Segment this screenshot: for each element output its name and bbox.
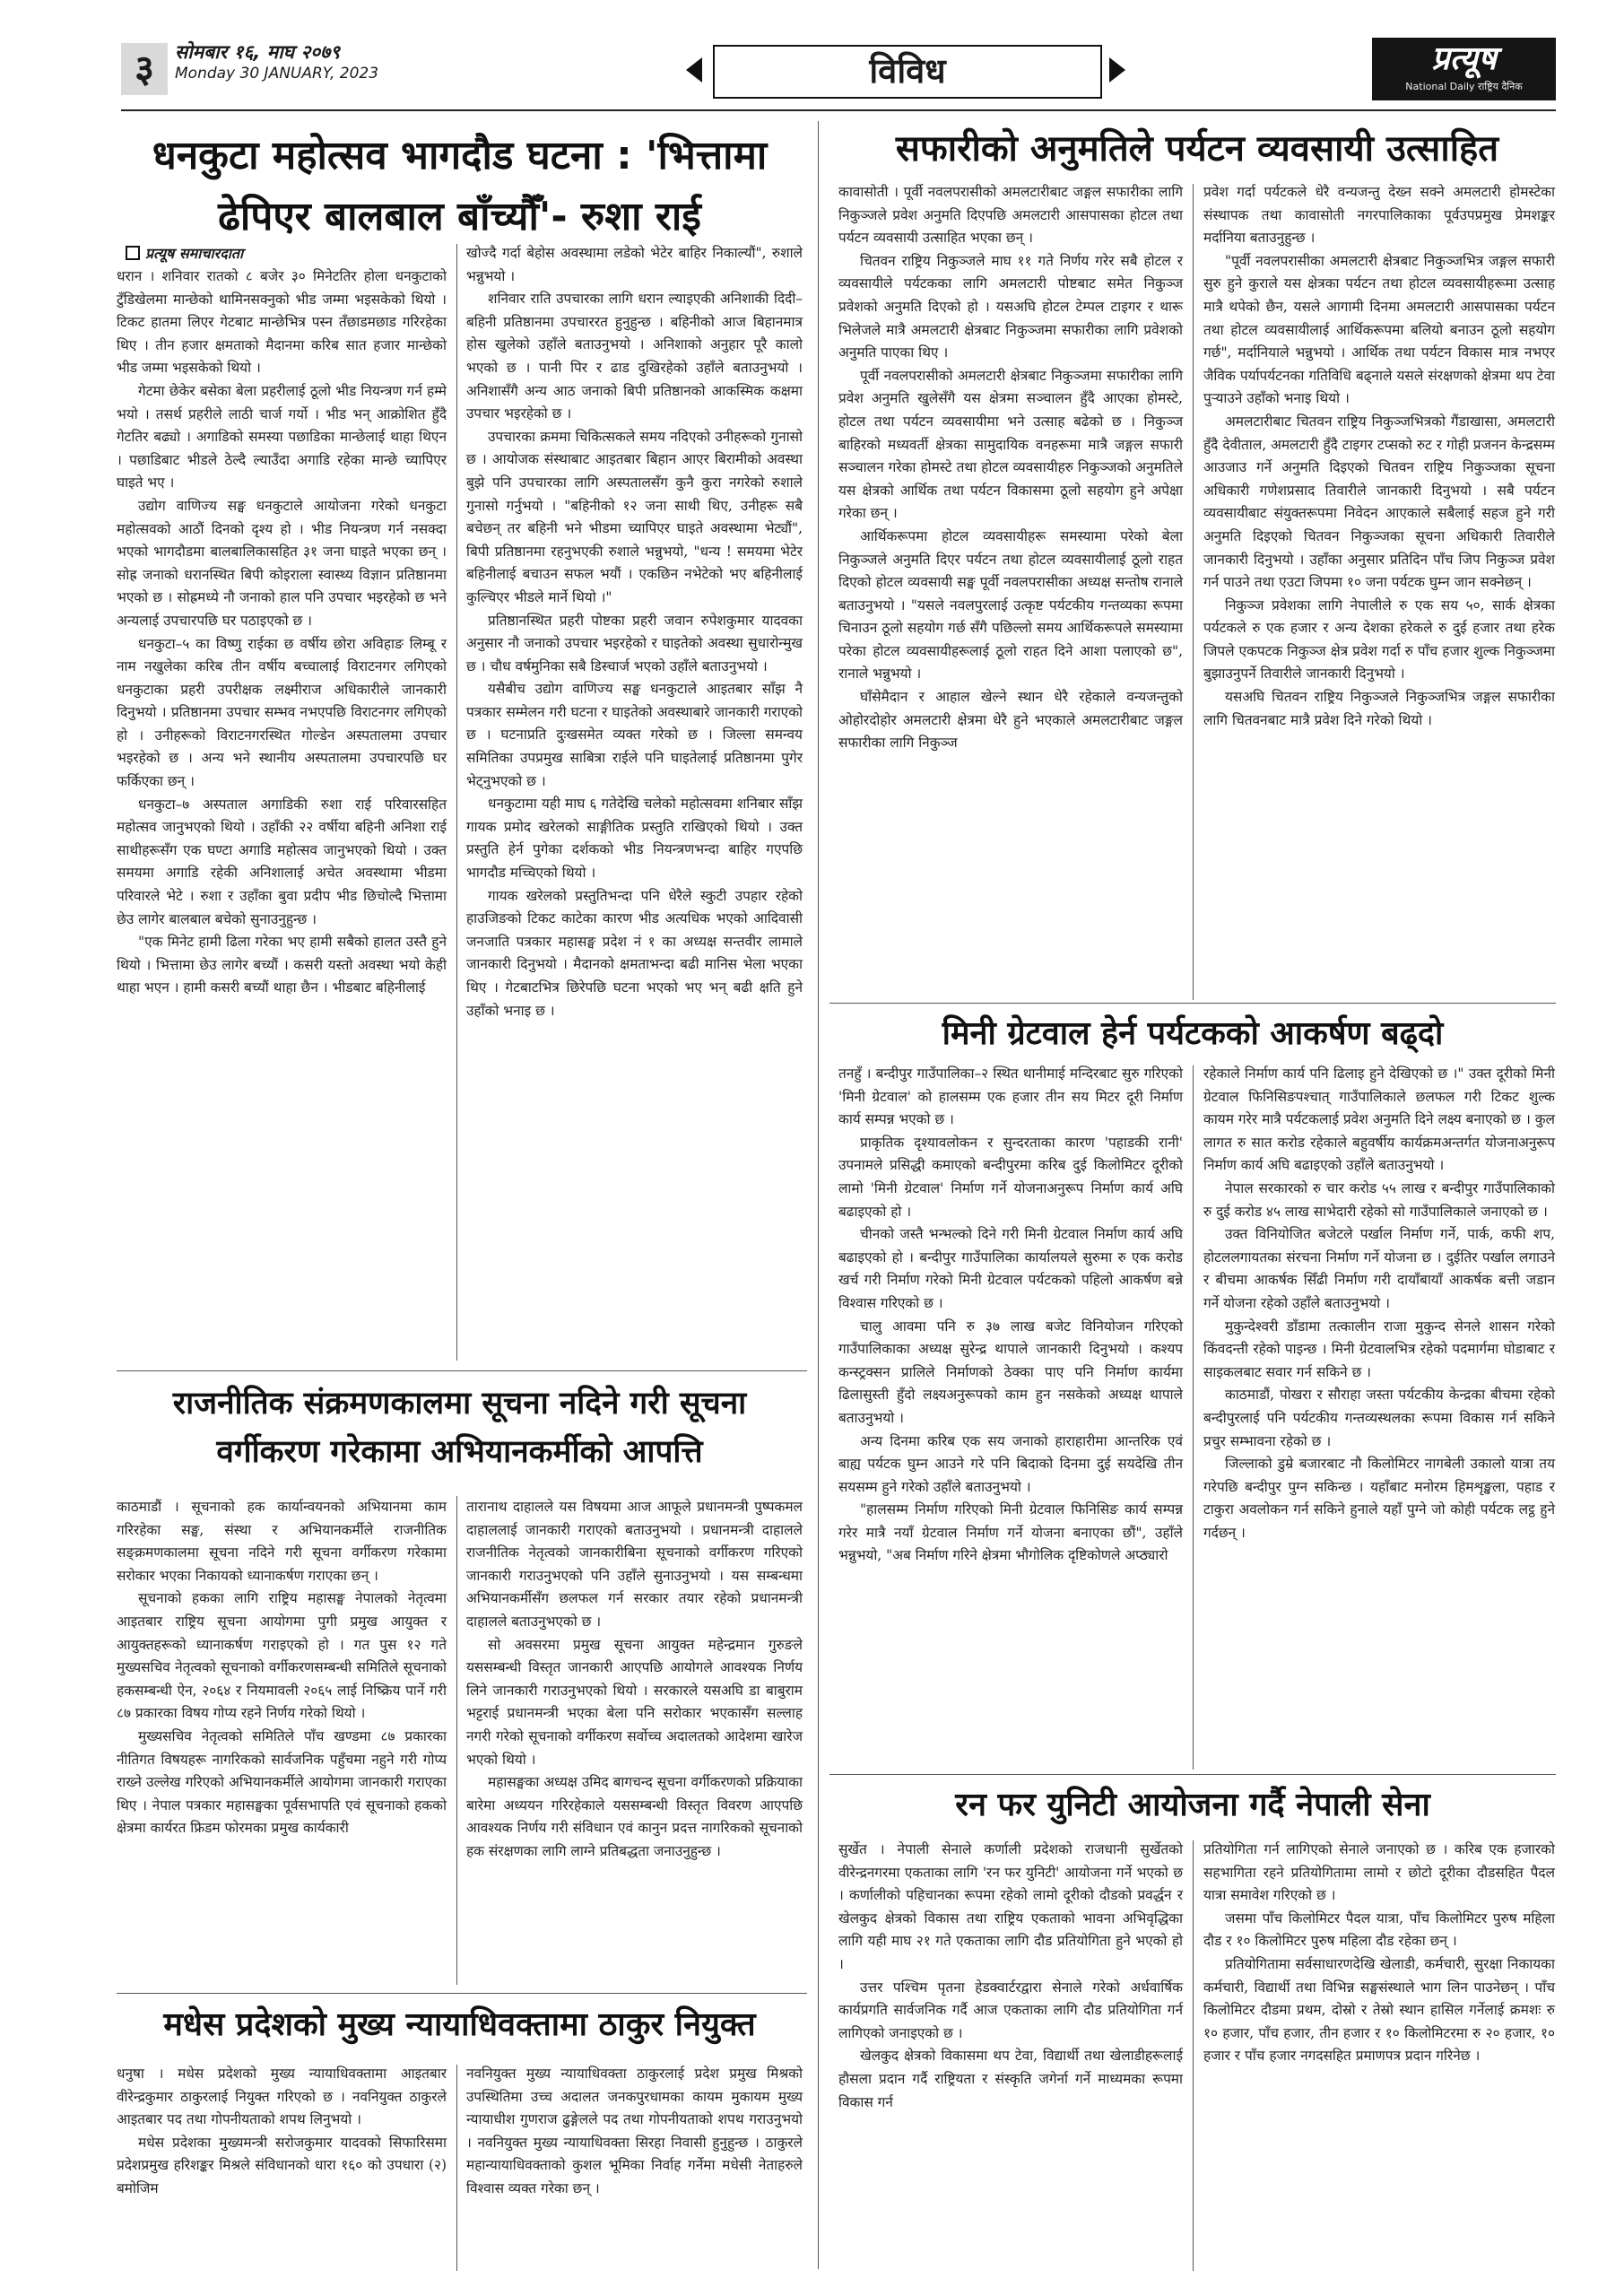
unity-column-2 — [1203, 1839, 1555, 2068]
paragraph: यसअघि चितवन राष्ट्रिय निकुञ्जले निकुञ्जभित्र जङ्गल सफारीका लागि चितवनबाट मात्रै प्रवेश दिने गरेको थियो । — [1203, 689, 1555, 728]
paragraph: सो अवसरमा प्रमुख सूचना आयुक्त महेन्द्रमान गुरुङले यससम्बन्धी विस्तृत जानकारी आएपछि आयोगले आवश्यक निर्णय लिने जानकारी गराउनुभएको थियो । सरकारले यसअघि डा बाबुराम भट्टराई प्रधानमन्त्री भएका बेला पनि सरोकार भएकासँग सल्लाह नगरी गरेको सूचनाको वर्गीकरण सर्वोच्च अदालतको आदेशमा खारेज भएको थियो । — [466, 1636, 803, 1768]
rti-column-1 — [117, 1496, 447, 1840]
paragraph: नवनियुक्त मुख्य न्यायाधिवक्ता ठाकुरलाई प्रदेश प्रमुख मिश्रको उपस्थितिमा उच्च अदालत जनकपुरधामका कायम मुकायम मुख्य न्यायाधीश गुणराज ढुङ्गेलले पद तथा गोपनीयताको शपथ गराउनुभयो । नवनियुक्त मुख्य न्यायाधिवक्ता सिरहा निवासी हुनुहुन्छ । ठाकुरले महान्यायाधिवक्ताको कुशल भूमिका निर्वाह गर्नेमा मधेसी नेताहरुले विश्वास व्यक्त गरेका छन् । — [466, 2066, 803, 2196]
byline — [126, 243, 243, 263]
paragraph: "एक मिनेट हामी ढिला गरेका भए हामी सबैको हालत उस्तै हुने थियो । भित्तामा छेउ लागेर बच्यौं । कसरी यस्तो अवस्था भयो केही थाहा भएन । हामी कसरी बच्यौं थाहा छैन । भीडबाट बहिनीलाई — [117, 934, 447, 996]
headline-dhankuta: धनकुटा महोत्सव भागदौड घटना : 'भित्तामा ढेपिएर बालबाल बाँच्यौँ'- रुशा राई — [152, 133, 768, 240]
paragraph: चीनको जस्तै भन्भल्को दिने गरी मिनी ग्रेटवाल निर्माण कार्य अघि बढाइएको हो । बन्दीपुर गाउँपालिका कार्यालयले सुरुमा रु एक करोड खर्च गरी निर्माण गरेको मिनी ग्रेटवाल पर्यटकको पहिलो आकर्षण बन्ने विश्वास गरिएको छ । — [838, 1226, 1183, 1311]
paragraph: खेलकुद क्षेत्रको विकासमा थप टेवा, विद्यार्थी तथा खेलाडीहरूलाई हौसला प्रदान गर्दै राष्ट्रियता र संस्कृति जगेर्ना गर्ने माध्यमका रूपमा विकास गर्न — [838, 2048, 1183, 2110]
paragraph: चालु आवमा पनि रु ३७ लाख बजेट विनियोजन गरिएको गाउँपालिकाका अध्यक्ष सुरेन्द्र थापाले जानकारी दिनुभयो । कश्यप कन्स्ट्रक्सन प्रालिले निर्माणको ठेक्का पाए पनि निर्माण कार्यमा ढिलासुस्ती हुँदो लक्ष्यअनुरूपको काम हुन नसकेको अध्यक्ष थापाले बताउनुभयो । — [838, 1318, 1183, 1426]
paragraph: प्रतियोगिता गर्न लागिएको सेनाले जनाएको छ । करिब एक हजारको सहभागिता रहने प्रतियोगितामा लामो र छोटो दूरीका दौडसहित पैदल यात्रा समावेश गरिएको छ । — [1203, 1841, 1555, 1904]
dhankuta-column-2 — [466, 242, 803, 1022]
date-english: Monday 30 JANUARY, 2023 — [175, 65, 379, 83]
paragraph: तारानाथ दाहालले यस विषयमा आज आफूले प्रधानमन्त्री पुष्पकमल दाहाललाई जानकारी गराएको बताउनुभयो । प्रधानमन्त्री दाहालले राजनीतिक नेतृत्वको जानकारीबिना सूचनाको वर्गीकरण गरिएको जानकारी गराउनुभएको पनि उहाँले सुनाउनुभयो । यस सम्बन्धमा अभियानकर्मीसँग छलफल गर्न सरकार तयार रहेको प्रधानमन्त्री दाहालले बताउनुभएको छ । — [466, 1499, 803, 1630]
arrow-right-icon — [1109, 57, 1125, 83]
logo-tagline: National Daily राष्ट्रिय दैनिक — [1405, 81, 1523, 92]
paragraph: गेटमा छेकेर बसेका बेला प्रहरीलाई ठूलो भीड नियन्त्रण गर्न हम्मे भयो । तसर्थ प्रहरीले लाठी चार्ज गर्यो । भीड भन् आक्रोशित हुँदै गेटतिर बढ्यो । अगाडिको समस्या पछाडिका मान्छेलाई थाहा थिएन । पछाडिबाट भीडले ठेल्दै ल्याउँदा अगाडि रहेका मान्छे च्यापिएर घाइते भए । — [117, 382, 447, 491]
paragraph: आर्थिकरूपमा होटल व्यवसायीहरू समस्यामा परेको बेला निकुञ्जले अनुमति दिएर पर्यटन तथा होटल व्यवसायीलाई ठूलो राहत दिएको होटल व्यवसायी सङ्घ पूर्वी नवलपरासीका अध्यक्ष सन्तोष रानाले बताउनुभयो । "यसले नवलपुरलाई उत्कृष्ट पर्यटकीय गन्तव्यका रूपमा चिनाउन ठूलो सहयोग गर्छ सँगै पछिल्लो समय आर्थिकरूपले समस्यामा परेका होटल व्यवसायीहरूलाई ठूलो राहत दिने आशा पलाएको छ", रानाले भन्नुभयो । — [838, 527, 1183, 683]
safari-column-2 — [1203, 181, 1555, 732]
headline-madhesh-advocate: मधेस प्रदेशको मुख्य न्यायाधिवक्तामा ठाकुर नियुक्त — [163, 2006, 756, 2043]
unity-column-1 — [838, 1839, 1183, 2114]
masthead — [121, 38, 1556, 108]
column-divider — [1193, 1065, 1194, 1770]
column-divider — [1193, 184, 1194, 1000]
dhankuta-column-1 — [117, 265, 447, 1000]
section-divider — [117, 1993, 807, 1994]
paragraph: गायक खरेलको प्रस्तुतिभन्दा पनि धेरैले स्कुटी उपहार रहेको हाउजिङको टिकट काटेका कारण भीड अत्यधिक भएको आदिवासी जनजाति पत्रकार महासङ्घ प्रदेश नं १ का अध्यक्ष सन्तवीर लामाले जानकारी दिनुभयो । मैदानको क्षमताभन्दा बढी मानिस भेला भएका थिए । गेटबाटभित्र छिरेपछि घटना भएको भए भन् बढी क्षति हुने उहाँको भनाइ छ । — [466, 887, 803, 1019]
paragraph: "हालसम्म निर्माण गरिएको मिनी ग्रेटवाल फिनिसिङ कार्य सम्पन्न गरेर मात्रै नयाँ ग्रेटवाल निर्माण गर्ने योजना बनाएका छौं", उहाँले भन्नुभयो, "अब निर्माण गरिने क्षेत्रमा भौगोलिक दृष्टिकोणले अप्ठ्यारो — [838, 1501, 1183, 1564]
paragraph: पूर्वी नवलपरासीको अमलटारी क्षेत्रबाट निकुञ्जमा सफारीका लागि प्रवेश अनुमति खुलेसँगै यस क्षेत्रमा सञ्चालन हुँदै आएका होमस्टे, होटल तथा पर्यटन व्यवसायीमा भने उत्साह बढेको छ । निकुञ्ज बाहिरको मध्यवर्ती क्षेत्रका सामुदायिक वनहरूमा मात्रै जङ्गल सफारी सञ्चालन गरेका होमस्टे तथा होटल व्यवसायीहरु निकुञ्जको अनुमतिले यस क्षेत्रको आर्थिक तथा पर्यटन विकासमा ठूलो सहयोग हुने अपेक्षा गरेका छन् । — [838, 367, 1183, 522]
arrow-left-icon — [686, 57, 702, 83]
paragraph: उत्तर पश्चिम पृतना हेडक्वार्टरद्वारा सेनाले गरेको अर्धवार्षिक कार्यप्रगति सार्वजनिक गर्दै आज एकताका लागि दौड प्रतियोगिता गर्न लागिएको जनाइएको छ । — [838, 1979, 1183, 2041]
page-divider — [818, 121, 819, 2269]
paragraph: काठमाडौं, पोखरा र सौराहा जस्ता पर्यटकीय केन्द्रका बीचमा रहेको बन्दीपुरलाई पनि पर्यटकीय गन्तव्यस्थलका रूपमा विकास गर्न सकिने प्रचुर सम्भावना रहेको छ । — [1203, 1387, 1555, 1449]
column-divider — [456, 2065, 457, 2271]
date-nepali: सोमबार १६, माघ २०७९ — [175, 41, 341, 63]
paragraph: सूचनाको हकका लागि राष्ट्रिय महासङ्घ नेपालको नेतृत्वमा आइतबार राष्ट्रिय सूचना आयोगमा पुगी प्रमुख आयुक्त र आयुक्तहरूको ध्यानाकर्षण गराइएको हो । गत पुस १२ गते मुख्यसचिव नेतृत्वको सूचनाको वर्गीकरणसम्बन्धी समितिले सूचनाको हकसम्बन्धी ऐन, २०६४ र नियमावली २०६५ लाई निष्क्रिय पार्ने गरी ८७ प्रकारका विषय गोप्य रहने निर्णय गरेको थियो । — [117, 1590, 447, 1722]
column-divider — [456, 244, 457, 1361]
madhesh-column-2 — [466, 2063, 803, 2201]
paragraph: तनहुँ । बन्दीपुर गाउँपालिका–२ स्थित थानीमाई मन्दिरबाट सुरु गरिएको 'मिनी ग्रेटवाल' को हालसम्म एक हजार तीन सय मिटर दूरी निर्माण कार्य सम्पन्न भएको छ । — [838, 1065, 1183, 1128]
section-title: विविध — [713, 45, 1102, 99]
byline-text: प्रत्यूष समाचारदाता — [145, 245, 244, 262]
paragraph: मुख्यसचिव नेतृत्वको समितिले पाँच खण्डमा ८७ प्रकारका नीतिगत विषयहरू नागरिकको सार्वजनिक पहुँचमा नहुने गरी गोप्य राख्ने उल्लेख गरिएको अभियानकर्मीले आयोगमा जानकारी गराएका थिए । नेपाल पत्रकार महासङ्घका पूर्वसभापति एवं सूचनाको हकको क्षेत्रमा कार्यरत फ्रिडम फोरमका प्रमुख कार्यकारी — [117, 1727, 447, 1837]
paragraph: यसैबीच उद्योग वाणिज्य सङ्घ धनकुटाले आइतबार साँझ नै पत्रकार सम्मेलन गरी घटना र घाइतेको अवस्थाबारे जानकारी गराएको छ । घटनाप्रति दुःखसमेत व्यक्त गरेको छ । जिल्ला समन्वय समितिका उपप्रमुख साबित्रा राईले पनि घाइतेलाई प्रतिष्ठानमा पुगेर भेट्नुभएको छ । — [466, 681, 803, 789]
paragraph: धनुषा । मधेस प्रदेशको मुख्य न्यायाधिवक्तामा आइतबार वीरेन्द्रकुमार ठाकुरलाई नियुक्त गरिएको छ । नवनियुक्त ठाकुरले आइतबार पद तथा गोपनीयताको शपथ लिनुभयो । — [117, 2066, 447, 2128]
paragraph: सुर्खेत । नेपाली सेनाले कर्णाली प्रदेशको राजधानी सुर्खेतको वीरेन्द्रनगरमा एकताका लागि 'रन फर युनिटी' आयोजना गर्ने भएको छ । कर्णालीको पहिचानका रूपमा रहेको लामो दूरीको दौडको प्रवर्द्धन र खेलकुद क्षेत्रको विकास तथा राष्ट्रिय एकताको भावना अभिवृद्धिका लागि यही माघ २१ गते एकताका लागि दौड प्रतियोगिता हुने भएको हो । — [838, 1841, 1183, 1972]
paragraph: शनिवार राति उपचारका लागि धरान ल्याइएकी अनिशाकी दिदी–बहिनी प्रतिष्ठानमा उपचाररत हुनुहुन्छ । बहिनीको आज बिहानमात्र होस खुलेको उहाँले बताउनुभयो । अनिशाको अनुहार पूरै कालो भएको छ । पानी पिर र ढाड दुखिरहेको उहाँले बताउनुभयो । अनिशासँगै अन्य आठ जनाको बिपी प्रतिष्ठानको आकस्मिक कक्षमा उपचार भइरहेको छ । — [466, 291, 803, 422]
paragraph: जिल्लाको डुम्रे बजारबाट नौ किलोमिटर नागबेली उकालो यात्रा तय गरेपछि बन्दीपुर पुग्न सकिन्छ । यहाँबाट मनोरम हिमशृङ्खला, पहाड र टाकुरा अवलोकन गर्न सकिने हुनाले यहाँ पुग्ने जो कोही पर्यटक लट्ठ हुने गर्दछन् । — [1203, 1456, 1555, 1541]
section-divider — [117, 1370, 807, 1371]
madhesh-column-1 — [117, 2063, 447, 2201]
headline-mini-great-wall: मिनी ग्रेटवाल हेर्न पर्यटकको आकर्षण बढ्दो — [942, 1015, 1444, 1052]
paragraph: निकुञ्ज प्रवेशका लागि नेपालीले रु एक सय ५०, सार्क क्षेत्रका पर्यटकले रु एक हजार र अन्य देशका हरेकले रु दुई हजार तथा हरेक जिपले एकपटक निकुञ्ज क्षेत्र प्रवेश गर्दा रु पाँच हजार शुल्क निकुञ्जमा बुझाउनुपर्ने तिवारीले जानकारी दिनुभयो । — [1203, 596, 1555, 683]
paragraph: उक्त विनियोजित बजेटले पर्खाल निर्माण गर्ने, पार्क, कफी शप, होटललगायतका संरचना निर्माण गर्ने योजना छ । दुईतिर पर्खाल लगाउने र बीचमा आकर्षक सिँढी निर्माण गरी दायाँबायाँ आकर्षक बत्ती जडान गर्ने योजना रहेको उहाँले बताउनुभयो । — [1203, 1226, 1555, 1311]
column-divider — [456, 1496, 457, 1985]
paragraph: प्राकृतिक दृश्यावलोकन र सुन्दरताका कारण 'पहाडकी रानी' उपनामले प्रसिद्धी कमाएको बन्दीपुरमा करिब दुई किलोमिटर दूरीको लामो 'मिनी ग्रेटवाल' निर्माण गर्ने योजनाअनुरूप निर्माण कार्य अघि बढाइएको हो । — [838, 1134, 1183, 1220]
paragraph: "पूर्वी नवलपरासीका अमलटारी क्षेत्रबाट निकुञ्जभित्र जङ्गल सफारी सुरु हुने कुराले यस क्षेत्रका पर्यटन तथा होटल व्यवसायीहरूमा उत्साह मात्रै थपेको छैन, यसले आगामी दिनमा अमलटारी आसपासका पर्यटन तथा होटल व्यवसायीलाई आर्थिकरूपमा बलियो बनाउन ठूलो सहयोग गर्छ", मर्दानियाले भन्नुभयो । आर्थिक तथा पर्यटन विकास मात्र नभएर जैविक पर्यापर्यटनका गतिविधि बढ्नाले यसले संरक्षणको क्षेत्रमा थप टेवा पुऱ्याउने उहाँको भनाइ थियो । — [1203, 252, 1555, 407]
byline-box-icon — [126, 246, 140, 260]
paragraph: नेपाल सरकारको रु चार करोड ५५ लाख र बन्दीपुर गाउँपालिकाको रु दुई करोड ४५ लाख साभेदारी रहेको सो गाउँपालिकाले जनाएको छ । — [1203, 1179, 1555, 1220]
greatwall-column-1 — [838, 1063, 1183, 1568]
issue-date — [175, 39, 498, 83]
section-divider — [829, 1003, 1556, 1004]
paragraph: जसमा पाँच किलोमिटर पैदल यात्रा, पाँच किलोमिटर पुरुष महिला दौड र १० किलोमिटर पुरुष महिला दौड रहेका छन् । — [1203, 1909, 1555, 1950]
paragraph: मधेस प्रदेशका मुख्यमन्त्री सरोजकुमार यादवको सिफारिसमा प्रदेशप्रमुख हरिशङ्कर मिश्रले संविधानको धारा १६० को उपधारा (२) बमोजिम — [117, 2134, 447, 2196]
paragraph: धनकुटा–७ अस्पताल अगाडिकी रुशा राई परिवारसहित महोत्सव जानुभएको थियो । उहाँकी २२ वर्षीया बहिनी अनिशा राई साथीहरूसँग एक घण्टा अगाडि महोत्सव जानुभएको थियो । उक्त समयमा अगाडि रहेकी अनिशालाई अचेत अवस्थामा भीडमा परिवारले भेटे । रुशा र उहाँका बुवा प्रदीप भीड छिचोल्दै भित्तामा छेउ लागेर बालबाल बचेको सुनाउनुहुन्छ । — [117, 796, 447, 927]
paragraph: प्रवेश गर्दा पर्यटकले धेरै वन्यजन्तु देख्न सक्ने अमलटारी होमस्टेका संस्थापक तथा कावासोती नगरपालिकाका पूर्वउपप्रमुख प्रेमशङ्कर मर्दानिया बताउनुहुन्छ । — [1203, 184, 1555, 247]
paragraph: उपचारका क्रममा चिकित्सकले समय नदिएको उनीहरूको गुनासो छ । आयोजक संस्थाबाट आइतबार बिहान आएर बिरामीको अवस्था बुझे पनि उपचारका लागि अस्पतालसँग कुनै कुरा नगरेको रुशाले गुनासो गर्नुभयो । "बहिनीको १२ जना साथी थिए, उनीहरू सबै बचेछन् तर बहिनी भने भीडमा च्यापिएर घाइते अवस्थामा भेट्यौं", बिपी प्रतिष्ठानमा रहनुभएकी रुशाले भन्नुभयो, "धन्य ! समयमा भेटेर बहिनीलाई बचाउन सफल भयौं । एकछिन नभेटेको भए बहिनीलाई कुल्चिएर भीडले मार्ने थियो ।" — [466, 428, 803, 605]
paragraph: मुकुन्देश्वरी डाँडामा तत्कालीन राजा मुकुन्द सेनले शासन गरेको किंवदन्ती रहेको पाइन्छ । मिनी ग्रेटवालभित्र रहेको पदमार्गमा घोडाबाट र साइकलबाट सवार गर्न सकिने छ । — [1203, 1318, 1555, 1380]
paragraph: प्रतिष्ठानस्थित प्रहरी पोष्टका प्रहरी जवान रुपेशकुमार यादवका अनुसार नौ जनाको उपचार भइरहेको र घाइतेको अवस्था सुधारोन्मुख छ । चौध वर्षमुनिका सबै डिस्चार्ज भएको उहाँले बताउनुभयो । — [466, 612, 803, 674]
paragraph: चितवन राष्ट्रिय निकुञ्जले माघ ११ गते निर्णय गरेर सबै होटल र व्यवसायीले पर्यटकका लागि अमलटारी पोष्टबाट समेत निकुञ्ज प्रवेशको अनुमति दिएको हो । यसअघि होटल टेम्पल टाइगर र थारू भिलेजले मात्रै अमलटारी क्षेत्रबाट निकुञ्जमा सफारीका लागि प्रवेशको अनुमति पाएका थिए । — [838, 252, 1183, 361]
paragraph: घाँसेमैदान र आहाल खेल्ने स्थान धेरै रहेकाले वन्यजन्तुको ओहोरदोहोर अमलटारी क्षेत्रमा धेरै हुने भएकाले अमलटारीबाट जङ्गल सफारीका लागि निकुञ्ज — [838, 689, 1183, 752]
paragraph: महासङ्घका अध्यक्ष उमिद बागचन्द सूचना वर्गीकरणको प्रक्रियाका बारेमा अध्ययन गरिरहेकाले यससम्बन्धी विस्तृत विवरण आएपछि आवश्यक निर्णय गरी संविधान एवं कानुन प्रदत्त नागरिकको सूचनाको हक संरक्षणका लागि लाग्ने प्रतिबद्धता जनाउनुहुन्छ । — [466, 1774, 803, 1859]
paragraph: प्रतियोगितामा सर्वसाधारणदेखि खेलाडी, कर्मचारी, सुरक्षा निकायका कर्मचारी, विद्यार्थी तथा विभिन्न सङ्घसंस्थाले भाग लिन पाउनेछन् । पाँच किलोमिटर दौडमा प्रथम, दोस्रो र तेस्रो स्थान हासिल गर्नेलाई क्रमशः रु १० हजार, पाँच हजार, तीन हजार र १० किलोमिटरमा रु २० हजार, १० हजार र पाँच हजार नगदसहित प्रमाणपत्र प्रदान गरिनेछ । — [1203, 1955, 1555, 2065]
newspaper-logo — [1372, 38, 1556, 100]
greatwall-column-2 — [1203, 1063, 1555, 1544]
paragraph: काठमाडौं । सूचनाको हक कार्यान्वयनको अभियानमा काम गरिरहेका सङ्घ, संस्था र अभियानकर्मीले राजनीतिक सङ्क्रमणकालमा सूचना नदिने गरी सूचना वर्गीकरण गरेकामा सरोकार भएका निकायको ध्यानाकर्षण गराएका छन् । — [117, 1499, 447, 1584]
paragraph: अन्य दिनमा करिब एक सय जनाको हाराहारीमा आन्तरिक एवं बाह्य पर्यटक घुम्न आउने गरे पनि बिदाको दिनमा दुई सयदेखि तीन सयसम्म हुने गरेको उहाँले बताउनुभयो । — [838, 1432, 1183, 1495]
paragraph: धनकुटा–५ का विष्णु राईका छ वर्षीय छोरा अविहाङ लिम्बू र नाम नखुलेका करिब तीन वर्षीय बच्चालाई विराटनगर लगिएको धनकुटाका प्रहरी उपरीक्षक लक्ष्मीराज अधिकारीले जानकारी दिनुभयो । प्रतिष्ठानमा उपचार सम्भव नभएपछि विराटनगर लगिएको हो । उनीहरूको विराटनगरस्थित गोल्डेन अस्पतालमा उपचार भइरहेको छ । अन्य भने स्थानीय अस्पतालमा उपचारपछि घर फर्किएका छन् । — [117, 635, 447, 790]
headline-safari: सफारीको अनुमतिले पर्यटन व्यवसायी उत्साहित — [895, 128, 1499, 170]
page-number: ३ — [121, 43, 168, 95]
rti-column-2 — [466, 1496, 803, 1864]
logo-name: प्रत्यूष — [1431, 40, 1497, 77]
paragraph: अमलटारीबाट चितवन राष्ट्रिय निकुञ्जभित्रको गैंडाखासा, अमलटारी हुँदै देवीताल, अमलटारी हुँदै टाइगर टप्सको रुट र गोही प्रजनन केन्द्रसम्म आउजाउ गर्ने अनुमति दिइएको चितवन राष्ट्रिय निकुञ्जका सूचना अधिकारी गणेशप्रसाद तिवारीले जानकारी दिनुभयो । सबै पर्यटन व्यवसायीबाट संयुक्तरूपमा निवेदन आएकाले सबैलाई सहज हुने गरी अनुमति दिइएको चितवन निकुञ्जका सूचना अधिकारी तिवारीले जानकारी दिनुभयो । उहाँका अनुसार प्रतिदिन पाँच जिप निकुञ्ज प्रवेश गर्न पाउने तथा एउटा जिपमा १० जना पर्यटक घुम्न जान सक्नेछन् । — [1203, 413, 1555, 591]
section-divider — [829, 1774, 1556, 1775]
paragraph: कावासोती । पूर्वी नवलपरासीको अमलटारीबाट जङ्गल सफारीका लागि निकुञ्जले प्रवेश अनुमति दिएपछि अमलटारी आसपासका होटल तथा पर्यटन व्यवसायी उत्साहित भएका छन् । — [838, 184, 1183, 247]
safari-column-1 — [838, 181, 1183, 755]
headline-information-classification: राजनीतिक संक्रमणकालमा सूचना नदिने गरी सूचना वर्गीकरण गरेकामा अभियानकर्मीको आपत्ति — [172, 1386, 747, 1471]
paragraph: उद्योग वाणिज्य सङ्घ धनकुटाले आयोजना गरेको धनकुटा महोत्सवको आठौं दिनको दृश्य हो । भीड नियन्त्रण गर्न नसक्दा भएको भागदौडमा बालबालिकासहित ३१ जना घाइते भएका छन् । सोह्र जनाको धरानस्थित बिपी कोइराला स्वास्थ्य विज्ञान प्रतिष्ठानमा भएको छ । सोह्रमध्ये नौ जनाको हाल पनि उपचार भइरहेको छ भने अन्यलाई उपचारपछि घर पठाइएको छ । — [117, 497, 447, 629]
paragraph: खोज्दै गर्दा बेहोस अवस्थामा लडेको भेटेर बाहिर निकाल्यौं", रुशाले भन्नुभयो । — [466, 245, 803, 284]
column-divider — [1193, 1840, 1194, 2271]
paragraph: धनकुटामा यही माघ ६ गतेदेखि चलेको महोत्सवमा शनिबार साँझ गायक प्रमोद खरेलको साङ्गीतिक प्रस्तुति राखिएको थियो । उक्त प्रस्तुति हेर्न पुगेका दर्शकको भीड नियन्त्रणभन्दा बाहिर गएपछि भागदौड मच्चिएको थियो । — [466, 796, 803, 882]
paragraph: रहेकाले निर्माण कार्य पनि ढिलाइ हुने देखिएको छ ।" उक्त दूरीको मिनी ग्रेटवाल फिनिसिङपश्चात् गाउँपालिकाले छलफल गरी टिकट शुल्क कायम गरेर मात्रै पर्यटकलाई प्रवेश अनुमति दिने लक्ष्य बनाएको छ । कुल लागत रु सात करोड रहेकाले बहुवर्षीय कार्यक्रमअन्तर्गत योजनाअनुरूप निर्माण कार्य अघि बढाइएको उहाँले बताउनुभयो । — [1203, 1065, 1555, 1174]
paragraph: धरान । शनिवार रातको ८ बजेर ३० मिनेटतिर होला धनकुटाको टुँडिखेलमा मान्छेको थामिनसक्नुको भीड जम्मा भइसकेको थियो । टिकट हातमा लिएर गेटबाट मान्छेभित्र पस्न तँछाडमछाड गरिरहेका थिए । तीन हजार क्षमताको मैदानमा करिब सात हजार मान्छेको भीड जम्मा भइसकेको थियो । — [117, 268, 447, 377]
headline-run-for-unity: रन फर युनिटी आयोजना गर्दै नेपाली सेना — [955, 1787, 1430, 1823]
masthead-rule — [121, 109, 1556, 111]
